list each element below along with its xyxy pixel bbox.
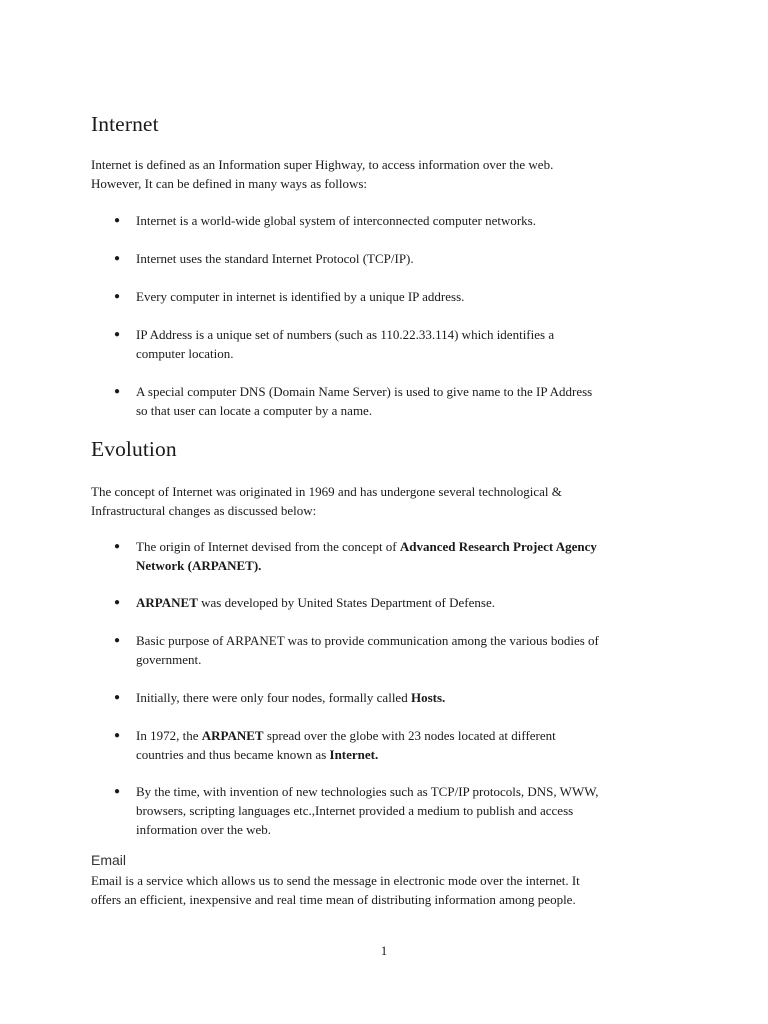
list-item	[114, 382, 674, 420]
list-item	[114, 287, 674, 306]
list-item	[114, 782, 674, 839]
list-item-text	[136, 537, 674, 575]
bold-term: ARPANET	[136, 595, 198, 610]
list-item-line: By the time, with invention of new technologies such as TCP/IP protocols, DNS, WWW,	[136, 784, 599, 799]
evolution-intro-line1: The concept of Internet was originated in 1969 and has undergone several technological &	[91, 484, 562, 499]
email-line1: Email is a service which allows us to send the message in electronic mode over the internet. It	[91, 873, 580, 888]
list-item-line: Initially, there were only four nodes, formally called	[136, 690, 411, 705]
list-item	[114, 211, 674, 230]
bold-term: Internet.	[329, 747, 379, 762]
list-item-text	[136, 325, 674, 363]
email-paragraph	[91, 871, 691, 909]
list-item-text	[136, 593, 674, 612]
bullet-icon: ●	[114, 329, 121, 340]
list-item-line: was developed by United States Department of Defense.	[197, 595, 495, 610]
list-item-text	[136, 726, 674, 764]
internet-intro-line1: Internet is defined as an Information super Highway, to access information over the web.	[91, 157, 554, 172]
email-heading: Email	[91, 852, 127, 868]
bullet-icon: ●	[114, 215, 121, 226]
bullet-icon: ●	[114, 635, 121, 646]
list-item	[114, 249, 674, 268]
list-item-text: Every computer in internet is identified by a unique IP address.	[136, 289, 465, 304]
list-item	[114, 688, 674, 707]
list-item-line: information over the web.	[136, 822, 272, 837]
evolution-heading: Evolution	[91, 437, 177, 461]
bullet-icon: ●	[114, 597, 121, 608]
bullet-icon: ●	[114, 541, 121, 552]
internet-intro	[91, 155, 691, 193]
bullet-icon: ●	[114, 692, 121, 703]
list-item-line: In 1972, the	[136, 728, 202, 743]
list-item-line: Basic purpose of ARPANET was to provide communication among the various bodies of	[136, 633, 599, 648]
list-item-line: IP Address is a unique set of numbers (such as 110.22.33.114) which identifies a	[136, 327, 555, 342]
bullet-icon: ●	[114, 253, 121, 264]
bullet-icon: ●	[114, 730, 121, 741]
list-item-text	[136, 782, 674, 839]
list-item-line: government.	[136, 652, 202, 667]
evolution-intro-line2: Infrastructural changes as discussed below:	[91, 503, 317, 518]
list-item-text	[136, 382, 674, 420]
bullet-icon: ●	[114, 291, 121, 302]
bold-term: Network (ARPANET).	[136, 558, 262, 573]
internet-intro-line2: However, It can be defined in many ways as follows:	[91, 176, 368, 191]
list-item-text	[136, 688, 674, 707]
evolution-intro	[91, 482, 691, 520]
internet-heading: Internet	[91, 112, 159, 136]
list-item	[114, 593, 674, 612]
list-item-text: Internet is a world-wide global system of interconnected computer networks.	[136, 213, 536, 228]
list-item-line: The origin of Internet devised from the concept of	[136, 539, 400, 554]
bold-term: Advanced Research Project Agency	[399, 539, 597, 554]
bold-term: ARPANET	[201, 728, 264, 743]
bold-term: Hosts.	[410, 690, 446, 705]
list-item-line: computer location.	[136, 346, 234, 361]
list-item-line: so that user can locate a computer by a name.	[136, 403, 373, 418]
page-number: 1	[380, 943, 388, 958]
list-item	[114, 631, 674, 669]
list-item	[114, 726, 674, 764]
list-item	[114, 537, 674, 575]
list-item-line: browsers, scripting languages etc.,Internet provided a medium to publish and access	[136, 803, 574, 818]
email-line2: offers an efficient, inexpensive and real time mean of distributing information among people.	[91, 892, 576, 907]
list-item-line: spread over the globe with 23 nodes located at different	[263, 728, 556, 743]
list-item-text: Internet uses the standard Internet Protocol (TCP/IP).	[136, 251, 414, 266]
list-item-text	[136, 631, 674, 669]
list-item-line: countries and thus became known as	[136, 747, 330, 762]
list-item	[114, 325, 674, 363]
bullet-icon: ●	[114, 786, 121, 797]
list-item-line: A special computer DNS (Domain Name Server) is used to give name to the IP Address	[136, 384, 593, 399]
bullet-icon: ●	[114, 386, 121, 397]
